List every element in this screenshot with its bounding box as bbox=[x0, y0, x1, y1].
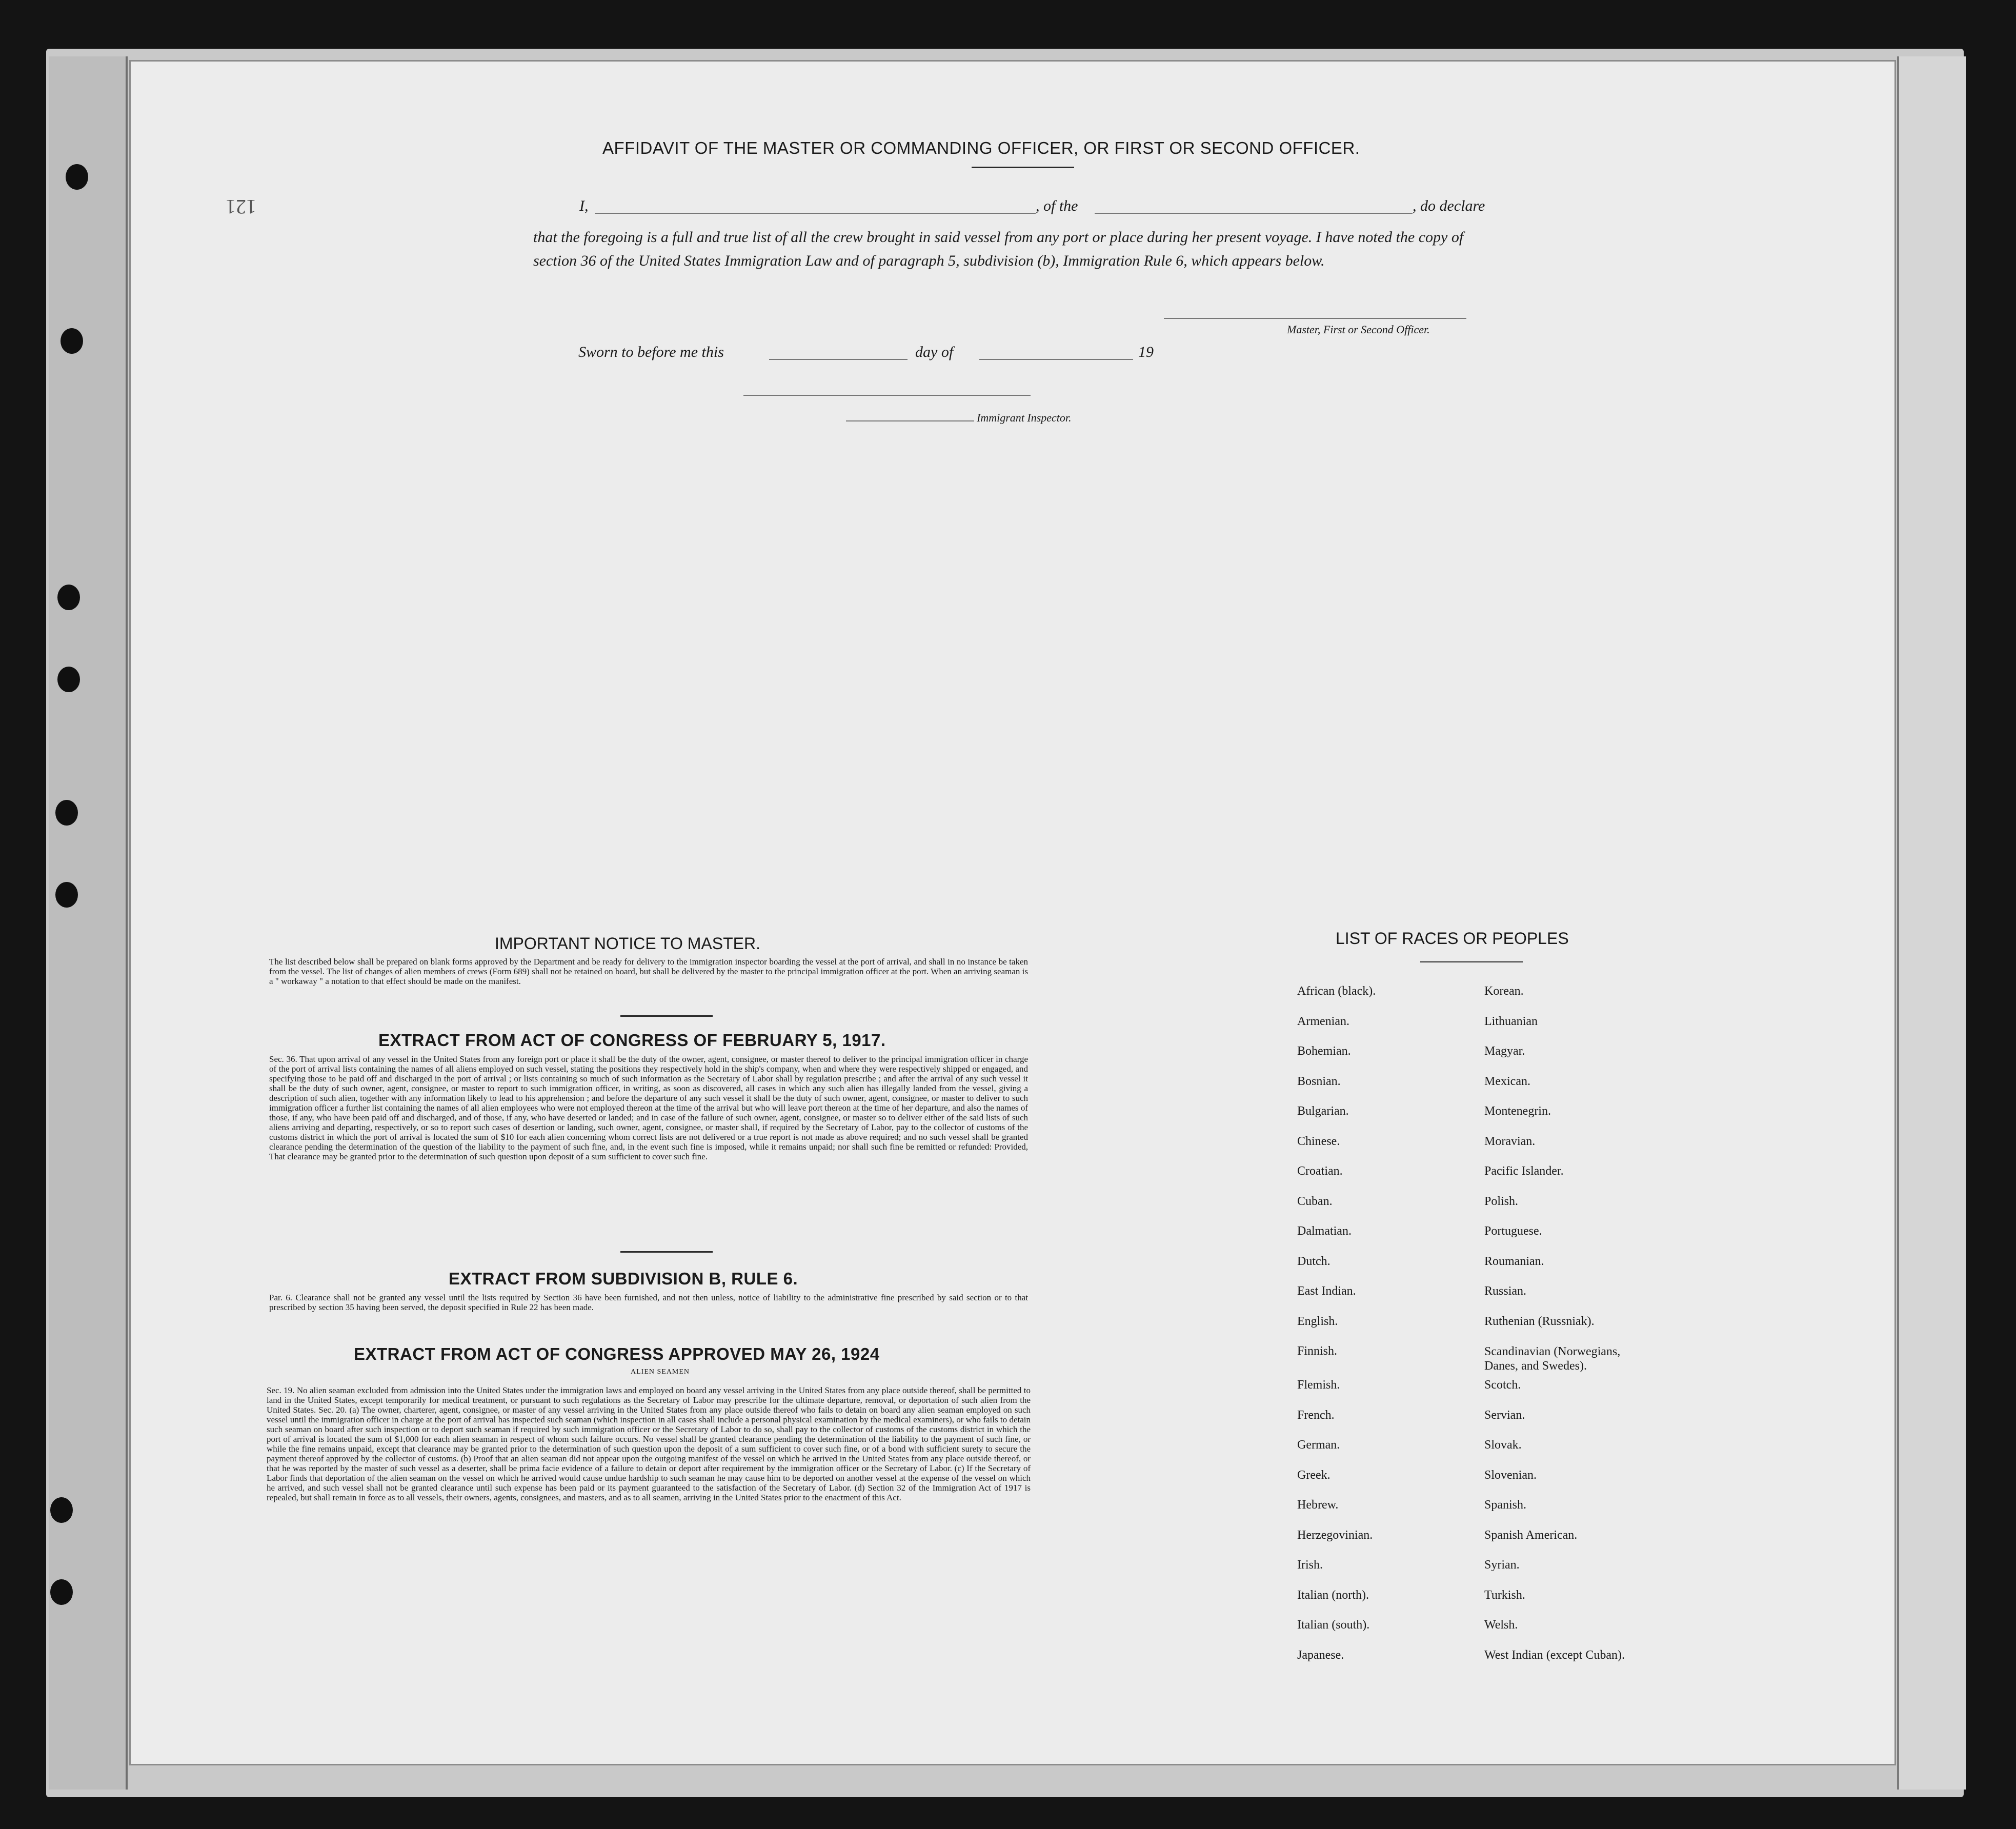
extract-1924-body: Sec. 19. No alien seaman excluded from admission into the United States under the immigration laws and employed on board any vessel arriving in the United States from any place outside thereof, shall be permitted to land in the United States, except temporarily for medical treatment, or pursuant to such regulations as the Secretary of Labor may prescribe for the ultimate departure, removal, or deportation of such alien from the United States. Sec. 20. (a) The owner, charterer, agent, consignee, or master of any vessel arriving in the United States from any place outside thereof who fails to detain on board any alien seaman employed on such vessel until the immigration officer in charge at the port of arrival has inspected such seaman (which inspection in all cases shall include a personal physical examination by the medical examiners), or who fails to detain such seaman on board after such inspection or to deport such seaman if required by such immigration officer or the Secretary of Labor to do so, shall pay to the collector of customs of the customs district in which the port of arrival is located the sum of $1,000 for each alien seaman in respect of whom such failure occurs. No vessel shall be granted clearance pending the determination of the liability to the payment of such fine, or while the fine remains unpaid, except that clearance may be granted prior to the determination of such question upon the deposit of a sum sufficient to cover such fine, or of a bond with sufficient surety to secure the payment thereof approved by the collector of customs. (b) Proof that an alien seaman did not appear upon the outgoing manifest of the vessel on which he arrived in the United States from any place outside thereof, or that he was reported by the master of such vessel as a deserter, shall be prima facie evidence of a failure to detain or deport after requirement by the immigration officer or the Secretary of Labor. (c) If the Secretary of Labor finds that deportation of the alien seaman on the vessel on which he arrived would cause undue hardship to such seaman he may cause him to be deported on another vessel at the expense of the vessel on which he arrived, and such vessel shall not be granted clearance until such expense has been paid or its payment guaranteed to the satisfaction of the Secretary of Labor. (d) Section 32 of the Immigration Act of 1917 is repealed, but shall remain in force as to all vessels, their owners, agents, consignees, and masters, and as to all seamen, arriving in the United States prior to the enactment of this Act. bbox=[267, 1385, 1031, 1502]
extract-1924-title: EXTRACT FROM ACT OF CONGRESS APPROVED MAY 26, 1924 bbox=[354, 1344, 880, 1363]
declarant-name-field[interactable] bbox=[595, 213, 1036, 214]
race-item: Polish. bbox=[1484, 1194, 1519, 1208]
race-item: Italian (south). bbox=[1297, 1618, 1370, 1632]
race-item: East Indian. bbox=[1297, 1284, 1356, 1298]
race-item: Flemish. bbox=[1297, 1378, 1340, 1392]
race-item: Russian. bbox=[1484, 1284, 1527, 1298]
race-item: Slovak. bbox=[1484, 1438, 1522, 1452]
punch-hole bbox=[66, 164, 88, 190]
inspector-line bbox=[846, 420, 974, 421]
punch-hole bbox=[57, 667, 80, 692]
race-item: Scandinavian (Norwegians, Danes, and Swedes). bbox=[1484, 1345, 1621, 1373]
race-item: Armenian. bbox=[1297, 1014, 1349, 1028]
race-item: French. bbox=[1297, 1408, 1335, 1422]
race-item: Italian (north). bbox=[1297, 1588, 1369, 1602]
punch-hole bbox=[55, 800, 78, 826]
race-item: Roumanian. bbox=[1484, 1254, 1544, 1268]
races-left-column bbox=[1297, 984, 1376, 1678]
punch-hole bbox=[50, 1497, 73, 1523]
extract-1917-title: EXTRACT FROM ACT OF CONGRESS OF FEBRUARY 5, 1917. bbox=[378, 1031, 886, 1050]
declare-label: , do declare bbox=[1413, 197, 1485, 214]
year-label: 19 bbox=[1138, 344, 1154, 360]
race-item: Welsh. bbox=[1484, 1618, 1518, 1632]
inspector-signature-field[interactable] bbox=[743, 395, 1031, 396]
punch-hole bbox=[61, 328, 83, 354]
divider bbox=[972, 167, 1074, 168]
affidavit-title: AFFIDAVIT OF THE MASTER OR COMMANDING OFFICER, OR FIRST OR SECOND OFFICER. bbox=[602, 138, 1360, 157]
sworn-label: Sworn to before me this bbox=[578, 344, 724, 360]
race-item: Turkish. bbox=[1484, 1588, 1525, 1602]
notice-title: IMPORTANT NOTICE TO MASTER. bbox=[495, 934, 760, 953]
races-right-column bbox=[1484, 984, 1654, 1678]
race-item: Bosnian. bbox=[1297, 1074, 1341, 1088]
divider bbox=[620, 1251, 713, 1253]
notice-body: The list described below shall be prepared on blank forms approved by the Department and be ready for delivery to the immigration inspector boarding the vessel at the port of arrival, and shall in no instance be taken from the vessel. The list of changes of alien members of crews (Form 689) shall not be retained on board, but shall be delivered by the master to the principal immigration officer at the port. When an arriving seaman is a " workaway " a notation to that effect should be made on the manifest. bbox=[269, 957, 1028, 986]
race-item: West Indian (except Cuban). bbox=[1484, 1648, 1625, 1662]
race-item: Montenegrin. bbox=[1484, 1104, 1551, 1118]
extract-rule6-title: EXTRACT FROM SUBDIVISION B, RULE 6. bbox=[449, 1269, 798, 1288]
vessel-name-field[interactable] bbox=[1095, 213, 1413, 214]
race-item: African (black). bbox=[1297, 984, 1376, 998]
race-item: Finnish. bbox=[1297, 1344, 1338, 1358]
race-item: Magyar. bbox=[1484, 1044, 1525, 1058]
punch-hole bbox=[50, 1579, 73, 1605]
declarant-label: I, bbox=[579, 197, 589, 214]
race-item: Irish. bbox=[1297, 1558, 1323, 1572]
race-item: Ruthenian (Russniak). bbox=[1484, 1314, 1595, 1328]
race-item: Syrian. bbox=[1484, 1558, 1520, 1572]
extract-rule6-body: Par. 6. Clearance shall not be granted any vessel until the lists required by Section 36 have been furnished, and not then unless, notice of liability to the administrative fine prescribed by said section or to that prescribed by section 35 having been served, the deposit specified in Rule 22 has been made. bbox=[269, 1293, 1028, 1312]
race-item: Korean. bbox=[1484, 984, 1524, 998]
race-item: Servian. bbox=[1484, 1408, 1525, 1422]
races-title: LIST OF RACES OR PEOPLES bbox=[1336, 929, 1569, 948]
race-item: Moravian. bbox=[1484, 1134, 1536, 1148]
race-item: Croatian. bbox=[1297, 1164, 1343, 1178]
race-item: German. bbox=[1297, 1438, 1340, 1452]
sworn-month-field[interactable] bbox=[979, 359, 1133, 360]
race-item: Greek. bbox=[1297, 1468, 1330, 1482]
race-item: Spanish. bbox=[1484, 1498, 1527, 1512]
race-item: Slovenian. bbox=[1484, 1468, 1537, 1482]
race-item: Cuban. bbox=[1297, 1194, 1333, 1208]
punch-hole bbox=[55, 882, 78, 908]
race-item: Japanese. bbox=[1297, 1648, 1344, 1662]
inspector-caption: Immigrant Inspector. bbox=[977, 411, 1072, 424]
extract-1924-subtitle: ALIEN SEAMEN bbox=[631, 1368, 690, 1376]
race-item: Pacific Islander. bbox=[1484, 1164, 1564, 1178]
declaration-text: that the foregoing is a full and true list of all the crew brought in said vessel from any port or place during her present voyage. I have noted the copy of section 36 of the United States Immigration Law and of paragraph 5, subdivision (b), Immigration Rule 6, which appears below. bbox=[533, 229, 1464, 269]
punch-hole bbox=[57, 585, 80, 610]
left-binding-strip bbox=[49, 56, 128, 1790]
race-item: Dalmatian. bbox=[1297, 1224, 1352, 1238]
extract-1917-body: Sec. 36. That upon arrival of any vessel in the United States from any foreign port or place it shall be the duty of the owner, agent, consignee, or master thereof to deliver to the principal immigration officer in charge of the port of arrival lists containing the names of all aliens employed on such vessel, stating the positions they respectively hold in the ship's company, when and where they were respectively shipped or engaged, and specifying those to be paid off and discharged in the port of arrival ; or lists containing so much of such information as the Secretary of Labor shall by regulation prescribe ; and after the arrival of any such vessel it shall be the duty of such owner, agent, consignee, or master to report to such immigration officer, in writing, as soon as discovered, all cases in which any such alien has illegally landed from the vessel, giving a description of such alien, together with any information likely to lead to his apprehension ; and before the departure of any such vessel it shall be the duty of such owner, agent, consignee, or master to deliver to such immigration officer a further list containing the names of all alien employees who were not employed thereon at the time of the arrival but who will leave port thereon at the time of her departure, and also the names of those, if any, who have been paid off and discharged, and of those, if any, who have deserted or landed; and in case of the failure of such owner, agent, consignee, or master so to deliver either of the said lists of such aliens arriving and departing, respectively, or so to report such cases of desertion or landing, such owner, agent, consignee, or master shall, if required by the Secretary of Labor, pay to the collector of customs of the customs district in which the port of arrival is located the sum of $10 for each alien concerning whom correct lists are not delivered or a true report is not made as above required; and no such vessel shall be granted clearance pending the determination of the question of the liability to the payment of such fine, and, in the event such fine is imposed, while it remains unpaid; nor shall such fine be remitted or refunded: Provided, That clearance may be granted prior to the determination of such question upon deposit of a sum sufficient to cover such fine. bbox=[269, 1054, 1028, 1161]
sworn-day-field[interactable] bbox=[769, 359, 908, 360]
vessel-label: , of the bbox=[1036, 197, 1078, 214]
race-item: Chinese. bbox=[1297, 1134, 1340, 1148]
race-item: Hebrew. bbox=[1297, 1498, 1339, 1512]
signature-caption: Master, First or Second Officer. bbox=[1287, 323, 1430, 336]
race-item: Bohemian. bbox=[1297, 1044, 1351, 1058]
divider bbox=[1420, 961, 1523, 962]
race-item: Portuguese. bbox=[1484, 1224, 1542, 1238]
race-item: Lithuanian bbox=[1484, 1014, 1538, 1028]
day-of-label: day of bbox=[915, 344, 954, 360]
race-item: Scotch. bbox=[1484, 1378, 1521, 1392]
race-item: Herzegovinian. bbox=[1297, 1528, 1373, 1542]
race-item: English. bbox=[1297, 1314, 1338, 1328]
margin-mark: 121 bbox=[226, 195, 256, 218]
officer-signature-field[interactable] bbox=[1164, 318, 1466, 319]
race-item: Bulgarian. bbox=[1297, 1104, 1349, 1118]
race-item: Mexican. bbox=[1484, 1074, 1530, 1088]
race-item: Dutch. bbox=[1297, 1254, 1330, 1268]
right-binding-strip bbox=[1897, 56, 1966, 1790]
divider bbox=[620, 1015, 713, 1017]
race-item: Spanish American. bbox=[1484, 1528, 1578, 1542]
